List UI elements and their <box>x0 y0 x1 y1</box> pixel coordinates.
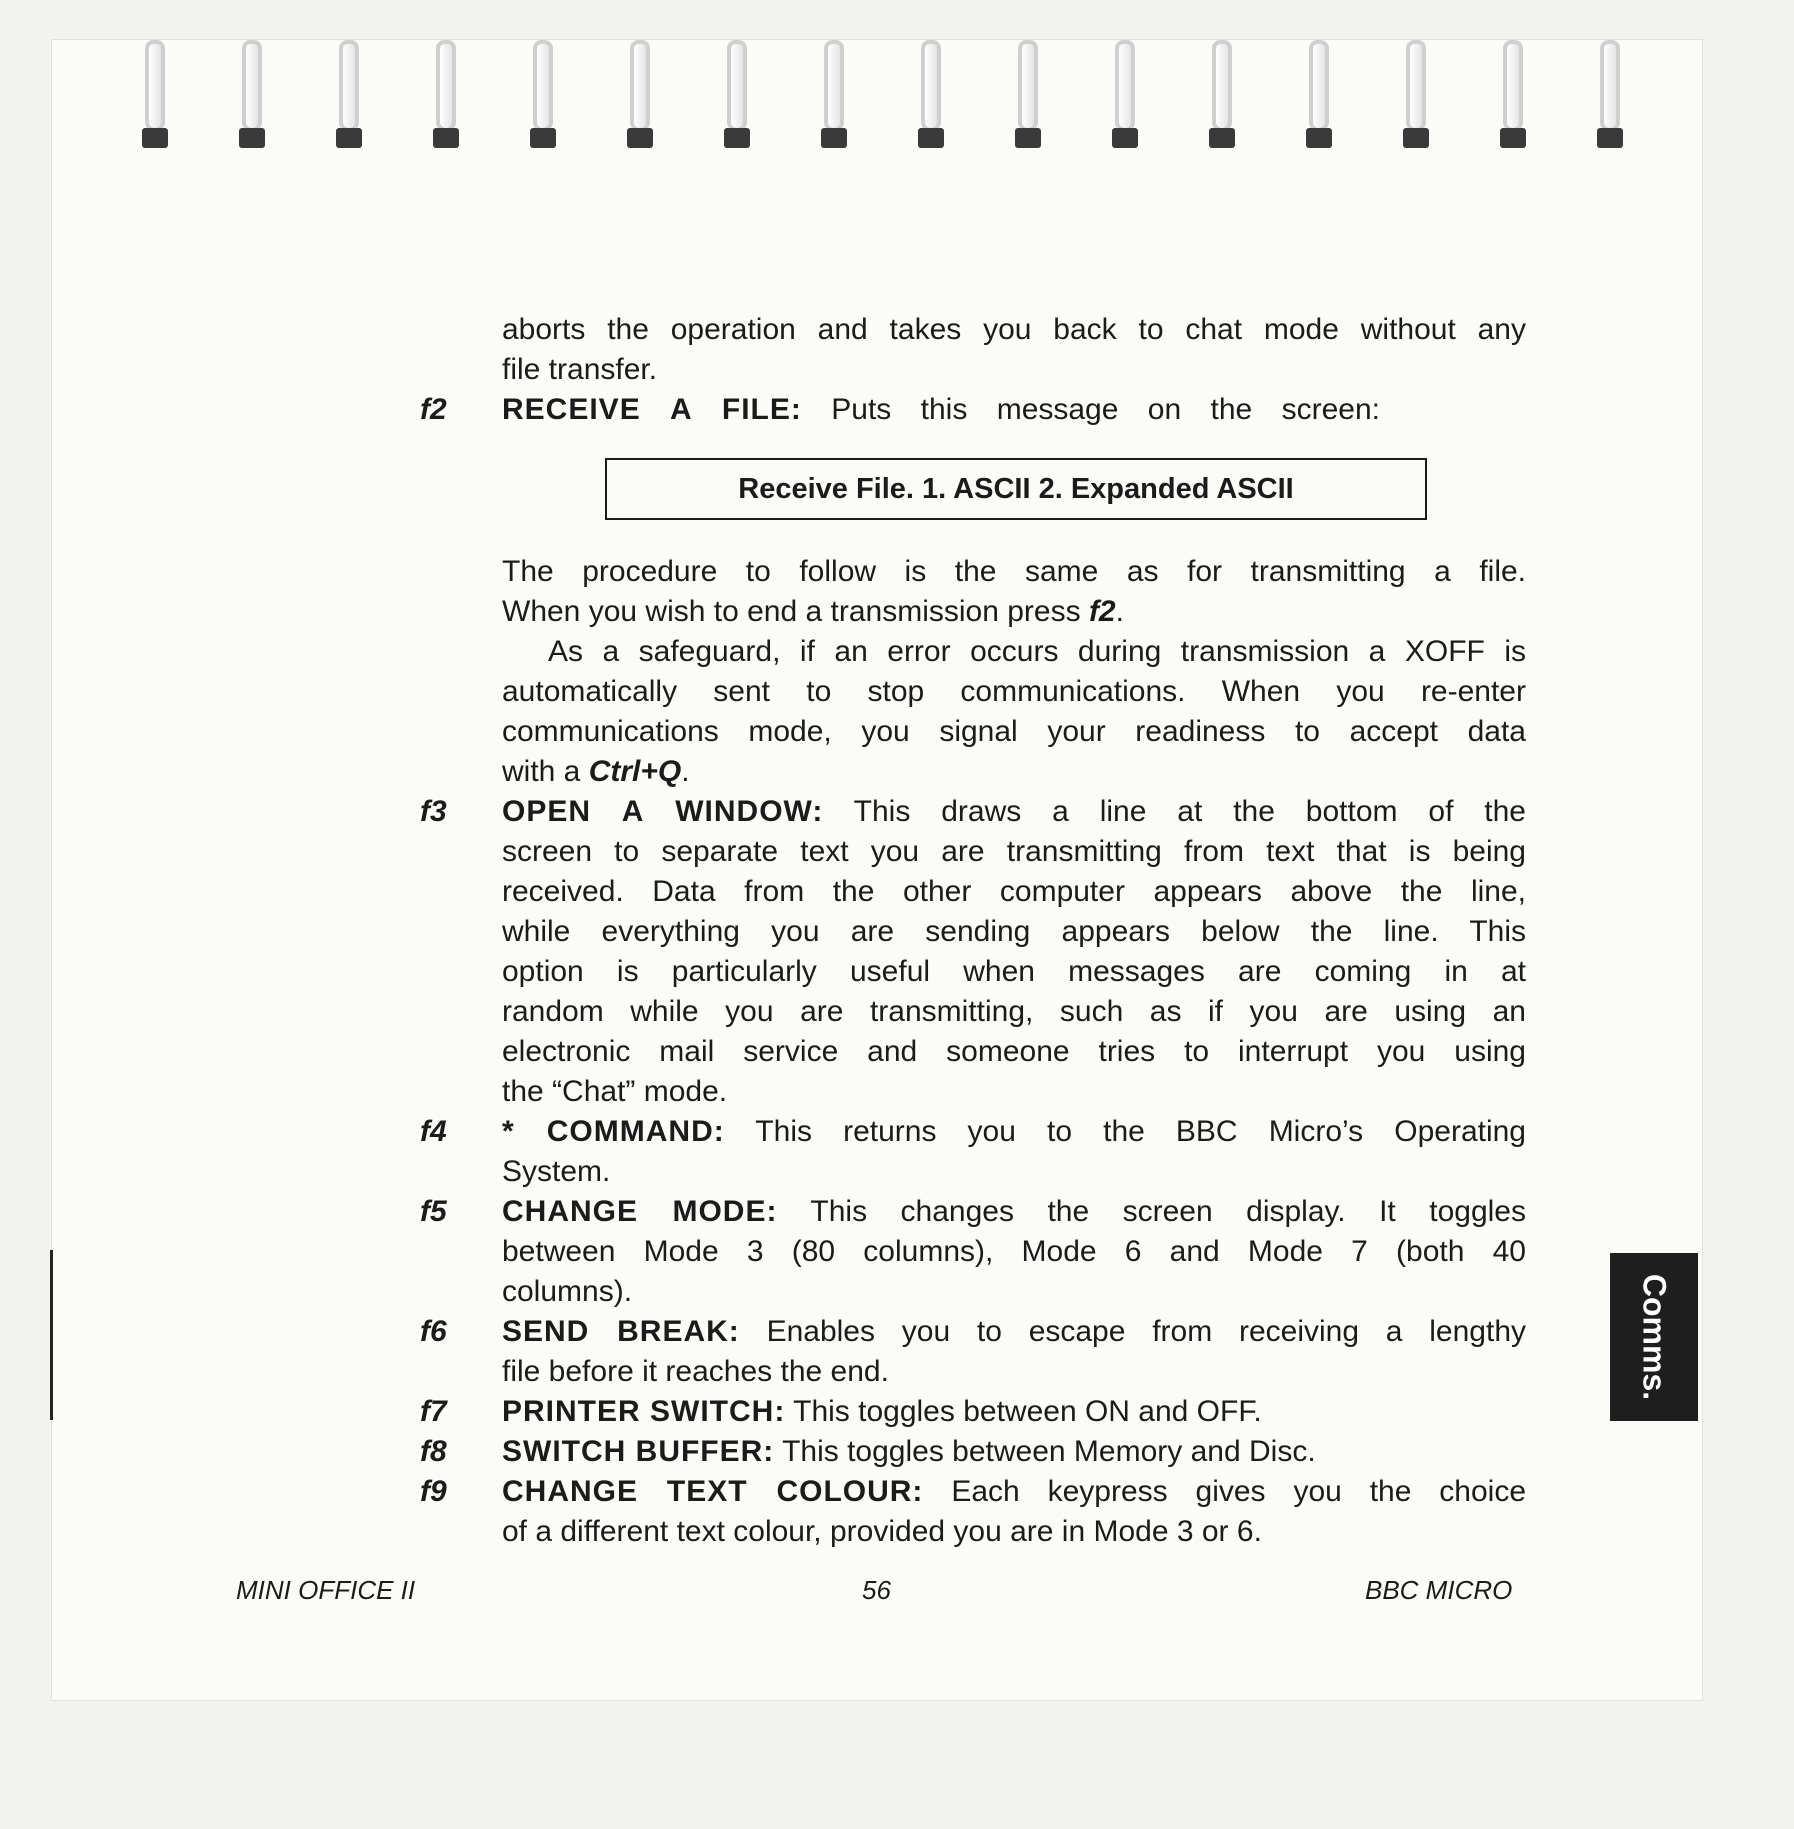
footer-title: MINI OFFICE II <box>236 1575 416 1605</box>
key-reference: f2 <box>1088 595 1116 628</box>
section-tab-label: Comms. <box>1636 1273 1673 1401</box>
text-line: of a different text colour, provided you are in Mode 3 or 6. <box>502 1515 1262 1548</box>
f2-text: Puts this message on the screen: <box>801 393 1380 426</box>
f2-description <box>502 390 1380 430</box>
f6-text: Enables you to escape from receiving a lengthy <box>739 1315 1526 1348</box>
text-line: file before it reaches the end. <box>502 1355 889 1388</box>
function-key-f6: f6 <box>420 1315 447 1348</box>
f2-title: RECEIVE A FILE: <box>502 393 802 426</box>
text-span: . <box>1115 595 1124 628</box>
text-line: The procedure to follow is the same as for transmitting a file. <box>502 555 1526 588</box>
f9-title: CHANGE TEXT COLOUR: <box>502 1475 924 1508</box>
function-key-f9: f9 <box>420 1475 447 1508</box>
f8-title: SWITCH BUFFER: <box>502 1435 775 1468</box>
footer-platform: BBC MICRO <box>1365 1575 1513 1605</box>
f8-description <box>502 1432 1526 1472</box>
text-line: electronic mail service and someone tries to interrupt you using <box>502 1035 1526 1068</box>
f8-text: This toggles between Memory and Disc. <box>774 1435 1316 1468</box>
text-line: while everything you are sending appears below the line. This <box>502 915 1526 948</box>
function-key-f5: f5 <box>420 1195 447 1228</box>
f9-description <box>502 1472 1526 1512</box>
text-line: random while you are transmitting, such as if you are using an <box>502 995 1526 1028</box>
function-key-f7: f7 <box>420 1395 447 1428</box>
text-line: As a safeguard, if an error occurs during transmission a XOFF is <box>548 635 1526 668</box>
text-span: with a <box>502 755 589 788</box>
text-line: aborts the operation and takes you back to chat mode without any <box>502 313 1526 346</box>
f3-text: This draws a line at the bottom of the <box>823 795 1526 828</box>
f3-title: OPEN A WINDOW: <box>502 795 824 828</box>
function-key-f2: f2 <box>420 393 447 426</box>
f6-description <box>502 1312 1526 1352</box>
text-line: option is particularly useful when messages are coming in at <box>502 955 1526 988</box>
text-line: between Mode 3 (80 columns), Mode 6 and Mode 7 (both 40 <box>502 1235 1526 1268</box>
page-number: 56 <box>862 1575 891 1605</box>
receive-file-message-box: Receive File. 1. ASCII 2. Expanded ASCII <box>605 458 1427 520</box>
f5-title: CHANGE MODE: <box>502 1195 778 1228</box>
section-tab <box>1610 1253 1698 1421</box>
f5-description <box>502 1192 1526 1232</box>
f9-text: Each keypress gives you the choice <box>923 1475 1527 1508</box>
f7-description <box>502 1392 1526 1432</box>
text-line: the “Chat” mode. <box>502 1075 728 1108</box>
text-line: automatically sent to stop communications. When you re-enter <box>502 675 1526 708</box>
text-line: received. Data from the other computer appears above the line, <box>502 875 1526 908</box>
text-span: . <box>681 755 690 788</box>
function-key-f3: f3 <box>420 795 447 828</box>
f4-text: This returns you to the BBC Micro’s Operating <box>724 1115 1526 1148</box>
text-line: communications mode, you signal your readiness to accept data <box>502 715 1526 748</box>
text-span: When you wish to end a transmission press <box>502 595 1089 628</box>
function-key-f8: f8 <box>420 1435 447 1468</box>
f5-text: This changes the screen display. It toggles <box>777 1195 1526 1228</box>
key-reference: Ctrl+Q <box>588 755 682 788</box>
text-line: System. <box>502 1155 611 1188</box>
text-line: columns). <box>502 1275 633 1308</box>
function-key-f4: f4 <box>420 1115 447 1148</box>
f7-title: PRINTER SWITCH: <box>502 1395 786 1428</box>
f4-description <box>502 1112 1526 1152</box>
text-line <box>502 752 1526 792</box>
f7-text: This toggles between ON and OFF. <box>785 1395 1262 1428</box>
f4-title: * COMMAND: <box>502 1115 725 1148</box>
f3-description <box>502 792 1526 832</box>
f6-title: SEND BREAK: <box>502 1315 740 1348</box>
text-line: file transfer. <box>502 353 658 386</box>
text-line: screen to separate text you are transmitting from text that is being <box>502 835 1526 868</box>
text-line <box>502 592 1526 632</box>
